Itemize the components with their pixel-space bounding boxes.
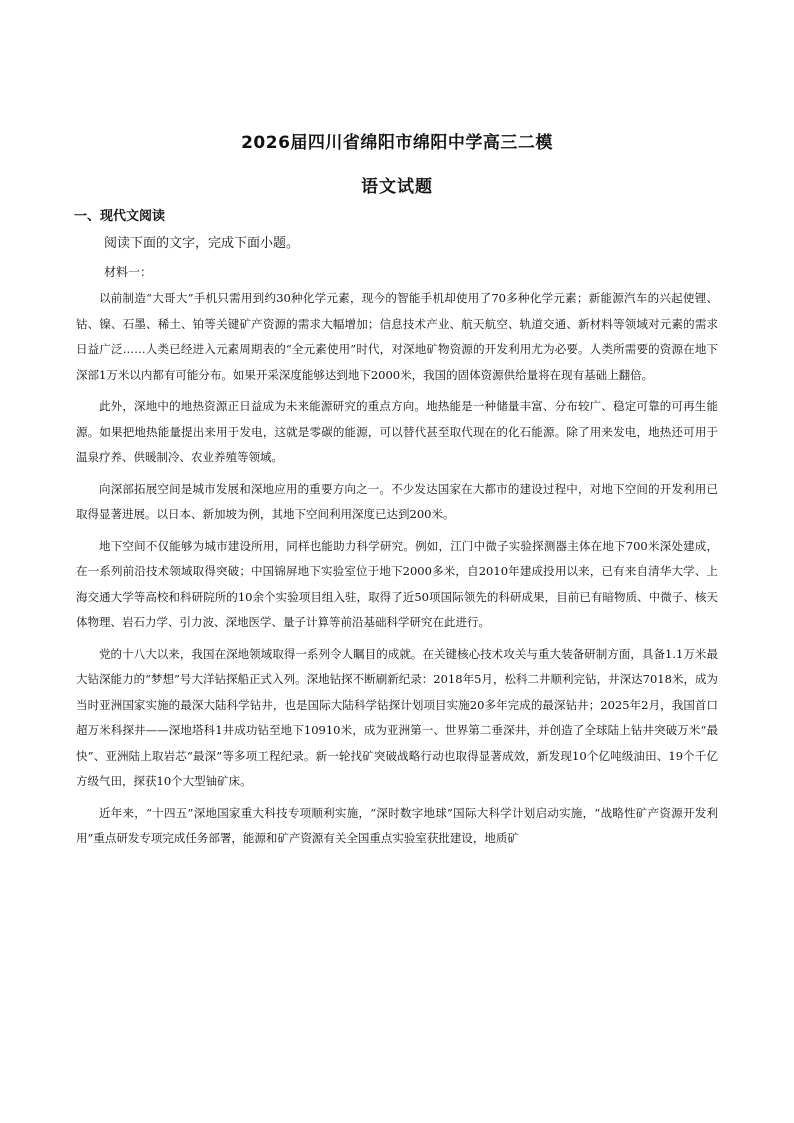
paragraph: 近年来，“十四五”深地国家重大科技专项顺利实施，“深时数字地球”国际大科学计划启动实施，“战略性矿产资源开发利用”重点研发专项完成任务部署，能源和矿产资源有关全国重点实验室获批建设，地质矿 bbox=[76, 805, 718, 845]
material-label: 材料一： bbox=[104, 265, 153, 279]
paragraph: 地下空间不仅能够为城市建设所用，同样也能助力科学研究。例如，江门中微子实验探测器主体在地下700米深处建成，在一系列前沿技术领域取得突破；中国锦屏地下实验室位于地下2000多米，自2010年建成投用以来，已有来自清华大学、上海交通大学等高校和科研院所的10余个实验项目组入驻，取得了近50项国际领先的科研成果，目前已有暗物质、中微子、核天体物理、岩石力学、引力波、深地医学、量子计算等前沿基础科学研究在此进行。 bbox=[76, 538, 718, 629]
section-heading: 一、现代文阅读 bbox=[74, 209, 166, 224]
article-body bbox=[76, 286, 718, 852]
document-title: 2026届四川省绵阳市绵阳中学高三二模 bbox=[241, 133, 553, 153]
paragraph: 以前制造“大哥大”手机只需用到约30种化学元素，现今的智能手机却使用了70多种化学元素；新能源汽车的兴起使锂、钴、镍、石墨、稀土、铂等关键矿产资源的需求大幅增加；信息技术产业、航天航空、轨道交通、新材料等领域对元素的需求日益广泛……人类已经进入元素周期表的“全元素使用”时代，对深地矿物资源的开发利用尤为必要。人类所需要的资源在地下深部1万米以内都有可能分布。如果开采深度能够达到地下2000米，我国的固体资源供给量将在现有基础上翻倍。 bbox=[76, 291, 718, 382]
paragraph: 向深部拓展空间是城市发展和深地应用的重要方向之一。不少发达国家在大都市的建设过程中，对地下空间的开发利用已取得显著进展。以日本、新加坡为例，其地下空间利用深度已达到200米。 bbox=[76, 481, 718, 521]
instruction-text: 阅读下面的文字，完成下面小题。 bbox=[104, 236, 300, 251]
document-subtitle: 语文试题 bbox=[361, 177, 433, 197]
paragraph: 党的十八大以来，我国在深地领域取得一系列令人瞩目的成就。在关键核心技术攻关与重大装备研制方面，具备1.1万米最大钻深能力的“梦想”号大洋钻探船正式入列。深地钻探不断刷新纪录：2018年5月，松科二井顺利完钻，井深达7018米，成为当时亚洲国家实施的最深大陆科学钻井，也是国际大陆科学钻探计划项目实施20多年完成的最深钻井；2025年2月，我国首口超万米科探井——深地塔科1井成功钻至地下10910米，成为亚洲第一、世界第二垂深井，并创造了全球陆上钻井突破万米“最快”、亚洲陆上取岩芯“最深”等多项工程纪录。新一轮找矿突破战略行动也取得显著成效，新发现10个亿吨级油田、19个千亿方级气田，探获10个大型铀矿床。 bbox=[76, 646, 718, 788]
paragraph: 此外，深地中的地热资源正日益成为未来能源研究的重点方向。地热能是一种储量丰富、分布较广、稳定可靠的可再生能源。如果把地热能量提出来用于发电，这就是零碳的能源，可以替代甚至取代现在的化石能源。除了用来发电，地热还可用于温泉疗养、供暖制冷、农业养殖等领域。 bbox=[76, 399, 718, 464]
